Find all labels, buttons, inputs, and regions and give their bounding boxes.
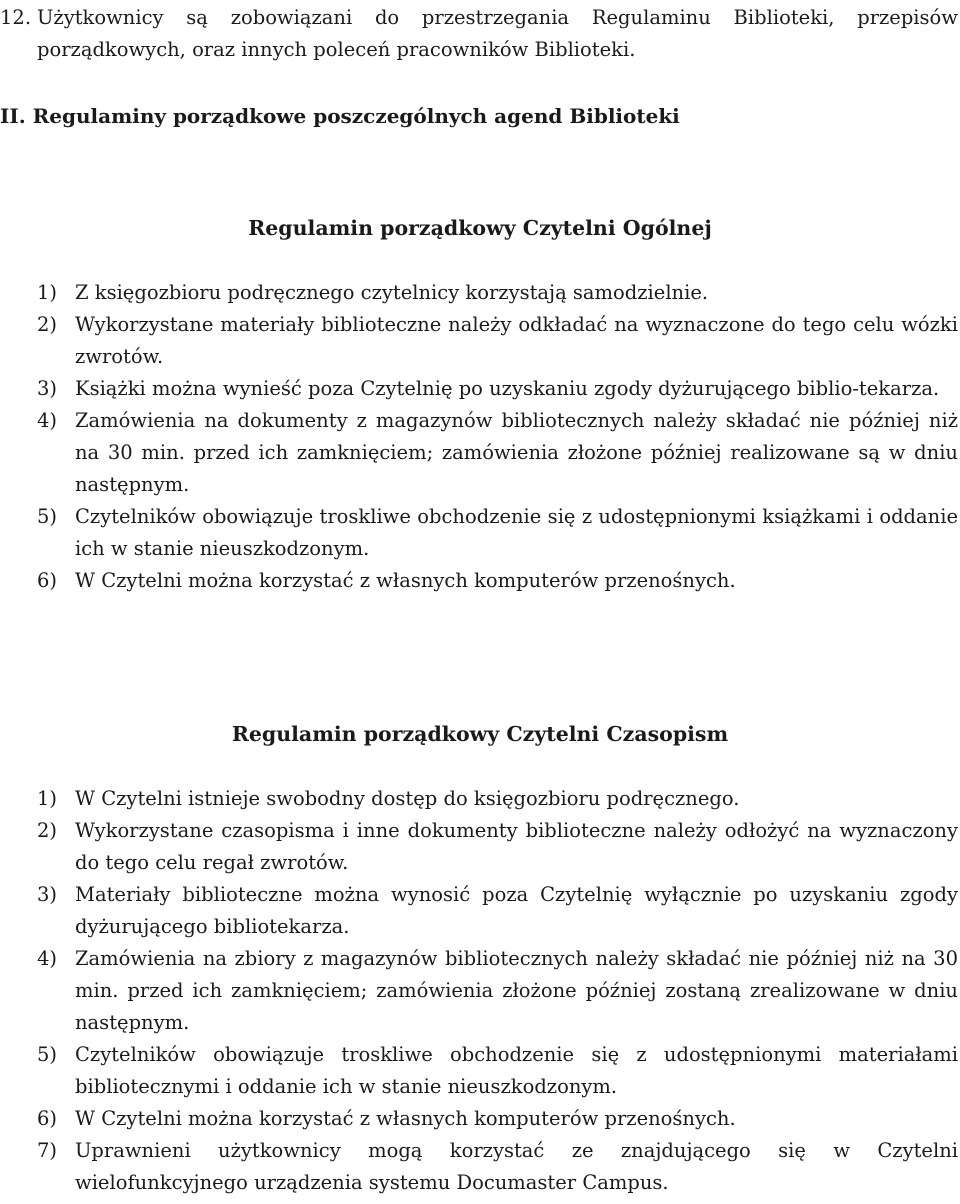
list-item-number: 1)	[37, 281, 58, 304]
list-item-text: Wykorzystane czasopisma i inne dokumenty biblioteczne należy odłożyć na wyznaczony do tego celu regał zwrotów.	[75, 819, 958, 874]
list-item-text: W Czytelni istnieje swobodny dostęp do księgozbioru podręcznego.	[75, 787, 740, 810]
list-item-number: 2)	[37, 313, 58, 336]
list-item-number: 7)	[37, 1139, 58, 1162]
list-item-number: 4)	[37, 947, 58, 970]
list-item-text: Książki można wynieść poza Czytelnię po uzyskaniu zgody dyżurującego biblio-tekarza.	[75, 377, 940, 400]
czytelnia-ogolna-title: Regulamin porządkowy Czytelni Ogólnej	[248, 216, 712, 240]
list-item	[0, 565, 958, 597]
list-item-text: Zamówienia na dokumenty z magazynów bibliotecznych należy składać nie później niż na 30 min. przed ich zamknięciem; zamówienia złożone później realizowane są w dniu następnym.	[75, 409, 958, 496]
paragraph-item-12	[0, 2, 958, 66]
czytelnia-czasopism-rules	[0, 783, 958, 1199]
list-item	[0, 277, 958, 309]
list-item-text: Uprawnieni użytkownicy mogą korzystać ze znajdującego się w Czytelni wielofunkcyjnego urządzenia systemu Documaster Campus.	[75, 1139, 958, 1194]
list-item-text: Wykorzystane materiały biblioteczne należy odkładać na wyznaczone do tego celu wózki zwrotów.	[75, 313, 958, 368]
list-item	[0, 309, 958, 373]
section-heading: II. Regulaminy porządkowe poszczególnych agend Biblioteki	[0, 104, 680, 128]
list-item-number: 3)	[37, 883, 58, 906]
list-item-number: 4)	[37, 409, 58, 432]
list-item-number: 5)	[37, 1043, 58, 1066]
list-item-text: Materiały biblioteczne można wynosić poza Czytelnię wyłącznie po uzyskaniu zgody dyżurującego bibliotekarza.	[75, 883, 958, 938]
item-number: 12.	[0, 6, 32, 29]
list-item	[0, 783, 958, 815]
list-item-number: 2)	[37, 819, 58, 842]
item-text: Użytkownicy są zobowiązani do przestrzegania Regulaminu Biblioteki, przepisów porządkowych, oraz innych poleceń pracowników Biblioteki.	[37, 6, 958, 61]
list-item	[0, 879, 958, 943]
list-item-text: W Czytelni można korzystać z własnych komputerów przenośnych.	[75, 569, 736, 592]
list-item	[0, 405, 958, 501]
list-item-text: Zamówienia na zbiory z magazynów bibliotecznych należy składać nie później niż na 30 min. przed ich zamknięciem; zamówienia złożone później zostaną zrealizowane w dniu następnym.	[75, 947, 958, 1034]
list-item-text: Czytelników obowiązuje troskliwe obchodzenie się z udostępnionymi materiałami bibliotecznymi i oddanie ich w stanie nieuszkodzonym.	[75, 1043, 958, 1098]
czytelnia-czasopism-title: Regulamin porządkowy Czytelni Czasopism	[231, 722, 729, 746]
list-item	[0, 1135, 958, 1199]
list-item-number: 6)	[37, 569, 58, 592]
list-item	[0, 815, 958, 879]
list-item	[0, 1103, 958, 1135]
list-item-text: Z księgozbioru podręcznego czytelnicy korzystają samodzielnie.	[75, 281, 709, 304]
list-item-number: 5)	[37, 505, 58, 528]
list-item-number: 6)	[37, 1107, 58, 1130]
list-item	[0, 373, 958, 405]
list-item	[0, 1039, 958, 1103]
list-item	[0, 501, 958, 565]
list-item-number: 3)	[37, 377, 58, 400]
list-item-number: 1)	[37, 787, 58, 810]
list-item-text: W Czytelni można korzystać z własnych komputerów przenośnych.	[75, 1107, 736, 1130]
list-item-text: Czytelników obowiązuje troskliwe obchodzenie się z udostępnionymi książkami i oddanie ich w stanie nieuszkodzonym.	[75, 505, 958, 560]
czytelnia-ogolna-rules	[0, 277, 958, 597]
list-item	[0, 943, 958, 1039]
